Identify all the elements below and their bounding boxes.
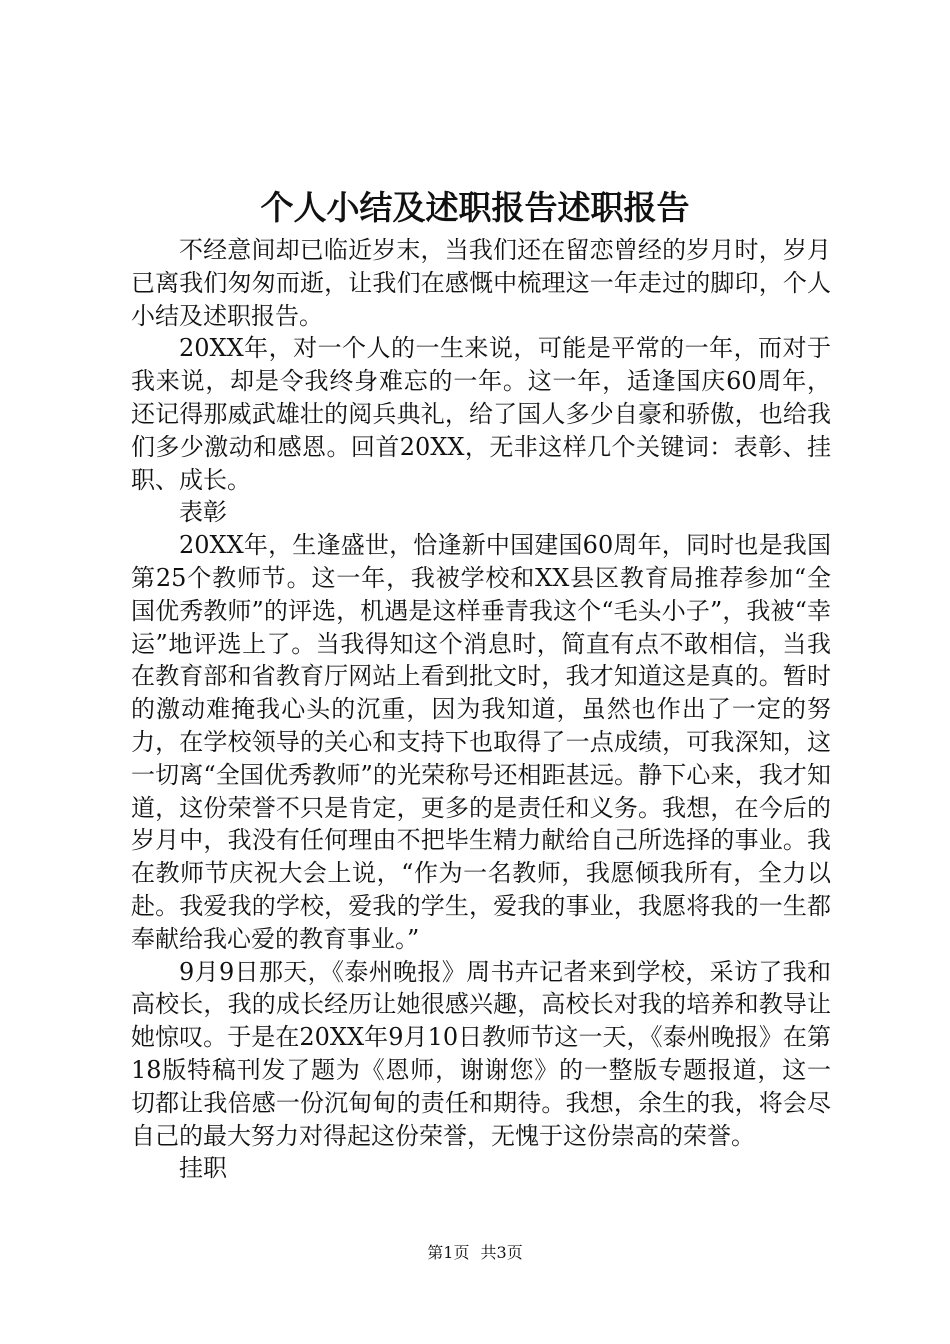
page-title: 个人小结及述职报告述职报告: [260, 188, 690, 227]
page-footer: 第1页 共3页: [427, 1243, 523, 1262]
paragraph-commendation: 20XX年，生逢盛世，恰逢新中国建国60周年，同时也是我国第25个教师节。这一年，我被学校和XX县区教育局推荐参加“全国优秀教师”的评选，机遇是这样垂青我这个“毛头小子”，我被“幸运”地评选上了。当我得知这个消息时，简直有点不敢相信，当我在教育部和省教育厅网站上看到批文时，我才知道这是真的。暂时的激动难掩我心头的沉重，因为我知道，虽然也作出了一定的努力，在学校领导的关心和支持下也取得了一点成绩，可我深知，这一切离“全国优秀教师”的光荣称号还相距甚远。静下心来，我才知道，这份荣誉不只是肯定，更多的是责任和义务。我想，在今后的岁月中，我没有任何理由不把毕生精力献给自己所选择的事业。我在教师节庆祝大会上说，“作为一名教师，我愿倾我所有，全力以赴。我爱我的学校，爱我的学生，爱我的事业，我愿将我的一生都奉献给我心爱的教育事业。”: [131, 531, 831, 953]
section-heading-secondment: 挂职: [179, 1154, 227, 1183]
paragraph-intro: 不经意间却已临近岁末，当我们还在留恋曾经的岁月时，岁月已离我们匆匆而逝，让我们在感慨中梳理这一年走过的脚印，个人小结及述职报告。: [131, 236, 831, 330]
section-heading-commendation: 表彰: [179, 498, 227, 527]
document-body: [131, 234, 831, 1185]
paragraph-newspaper: 9月9日那天，《泰州晚报》周书卉记者来到学校，采访了我和高校长，我的成长经历让她很感兴趣，高校长对我的培养和教导让她惊叹。于是在20XX年9月10日教师节这一天，《泰州晚报》在第18版特稿刊发了题为《恩师，谢谢您》的一整版专题报道，这一切都让我倍感一份沉甸甸的责任和期待。我想，余生的我，将会尽自己的最大努力对得起这份荣誉，无愧于这份崇高的荣誉。: [131, 957, 831, 1150]
paragraph-year-summary: 20XX年，对一个人的一生来说，可能是平常的一年，而对于我来说，却是令我终身难忘的一年。这一年，适逢国庆60周年，还记得那威武雄壮的阅兵典礼，给了国人多少自豪和骄傲，也给我们多少激动和感恩。回首20XX，无非这样几个关键词：表彰、挂职、成长。: [131, 334, 831, 494]
